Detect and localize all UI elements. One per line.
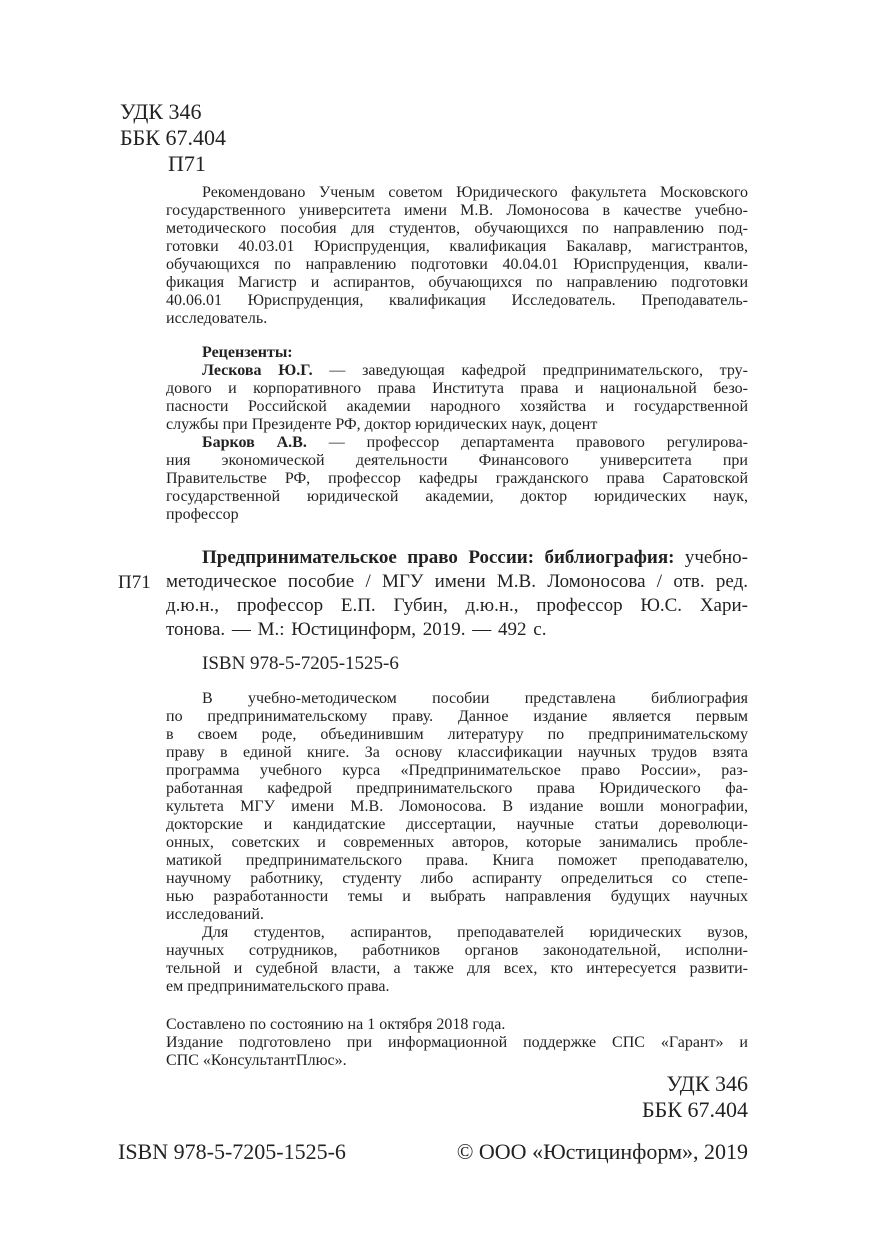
text-line: 40.06.01 Юриспруденция, квалификация Исследователь. Преподаватель- [166,292,748,309]
text-line: методического пособия для студентов, обучающихся по направлению под- [166,220,748,237]
text-line: онных, советских и современных авторов, которые занимались пробле- [166,834,748,851]
text-line: государственной юридической академии, доктор юридических наук, [166,488,748,505]
bbk-top: ББК 67.404 [120,125,226,150]
text-line: исследователь. [166,310,268,327]
isbn-record: ISBN 978-5-7205-1525-6 [202,653,399,674]
text-line: обучающихся по направлению подготовки 40.04.01 Юриспруденция, квали- [166,256,748,273]
text-line: Издание подготовлено при информационной поддержке СПС «Гарант» и [166,1034,748,1051]
reviewer-1-name: Лескова Ю.Г. [202,362,313,379]
text-line: готовки 40.03.01 Юриспруденция, квалификация Бакалавр, магистрантов, [166,238,748,255]
text-line: В учебно-методическом пособии представлена библиография [202,690,748,707]
text-line: матикой предпринимательского права. Книга поможет преподавателю, [166,852,748,869]
state-note: Составлено по состоянию на 1 октября 2018 года. [166,1016,506,1033]
text-line: Рекомендовано Ученым советом Юридического факультета Московского [202,184,748,201]
text-line: культета МГУ имени М.В. Ломоносова. В издание вошли монографии, [166,798,748,815]
catalog-code-side: П71 [118,572,151,593]
title-line: тонова. — М.: Юстицинформ, 2019. — 492 с. [166,619,547,640]
text-line: исследований. [166,906,264,923]
bibliographic-record [166,546,748,642]
copyright: © ООО «Юстицинформ», 2019 [456,1139,748,1164]
text-line: нью разработанности темы и выбрать направления будущих научных [166,888,748,905]
text-line: в своем роде, объединившим литературу по предпринимательскому [166,726,748,743]
text-line: государственного университета имени М.В. Ломоносова в качестве учебно- [166,202,748,219]
text-line: докторские и кандидатские диссертации, научные статьи дореволюци- [166,816,748,833]
text-line: пасности Российской академии народного хозяйства и государственной [166,398,748,415]
text-line: научных сотрудников, работников органов законодательной, исполни- [166,942,748,959]
text-line: по предпринимательскому праву. Данное издание является первым [166,708,748,725]
text-line: праву в единой книге. За основу классификации научных трудов взята [166,744,748,761]
text-line: фикация Магистр и аспирантов, обучающихся по направлению подготовки [166,274,748,291]
recommendation-text [166,184,748,328]
text-line: службы при Президенте РФ, доктор юридических наук, доцент [166,416,598,433]
book-title: Предпринимательское право России: библиография: [202,547,675,568]
annotation [166,690,748,996]
reviewers-block [166,344,748,524]
title-first-line [166,546,748,570]
text-line: СПС «КонсультантПлюс». [166,1052,347,1069]
text-line: Правительстве РФ, профессор кафедры гражданского права Саратовской [166,470,748,487]
title-continuation: учебно- [674,547,748,568]
reviewers-heading: Рецензенты: [202,344,293,361]
title-line: д.ю.н., профессор Е.П. Губин, д.ю.н., профессор Ю.С. Хари- [166,595,748,616]
reviewer-1-text: — заведующая кафедрой предпринимательского, тру- [312,362,748,379]
text-line: тельной и судебной власти, а также для всех, кто интересуется развити- [166,960,748,977]
text-line: ем предпринимательского права. [166,978,390,995]
title-line: методическое пособие / МГУ имени М.В. Ломоносова / отв. ред. [166,571,748,592]
catalog-code-top: П71 [168,151,206,176]
text-line: программа учебного курса «Предпринимательское право России», раз- [166,762,748,779]
bbk-bottom: ББК 67.404 [642,1097,748,1122]
text-line: ния экономической деятельности Финансового университета при [166,452,748,469]
reviewer-2-text: — профессор департамента правового регулирова- [306,434,748,451]
reviewer-2-name: Барков А.В. [202,434,307,451]
udk-top: УДК 346 [120,99,202,124]
footer-isbn: ISBN 978-5-7205-1525-6 [118,1139,346,1164]
reviewer-1-first-line [166,362,748,380]
publication-notes [166,1016,748,1070]
text-line: научному работнику, студенту либо аспиранту определиться со степе- [166,870,748,887]
text-line: Для студентов, аспирантов, преподавателей юридических вузов, [202,924,748,941]
udk-bottom: УДК 346 [666,1071,748,1096]
text-line: дового и корпоративного права Института права и национальной безо- [166,380,748,397]
text-line: работанная кафедрой предпринимательского права Юридического фа- [166,780,748,797]
text-line: профессор [166,506,239,523]
reviewer-2-first-line [166,434,748,452]
